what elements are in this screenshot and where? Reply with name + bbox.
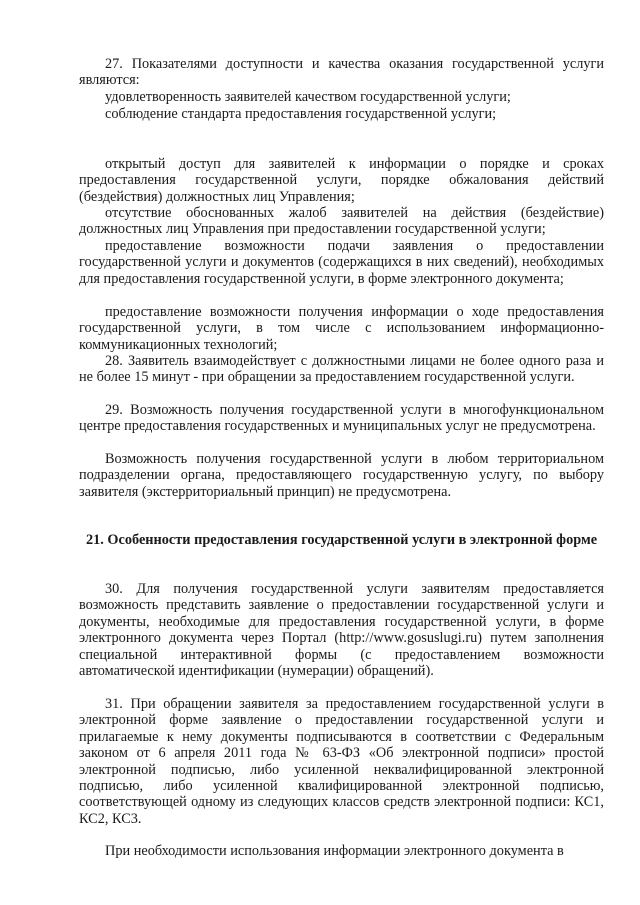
paragraph-progress-info: предоставление возможности получения информации о ходе предоставления государственной услуги, в том числе с использованием информационно-коммуникационных технологий; (79, 304, 604, 353)
paragraph-open-access: открытый доступ для заявителей к информации о порядке и сроках предоставления государственной услуги, порядке обжалования действий (бездействия) должностных лиц Управления; (79, 156, 604, 205)
paragraph-satisfaction: удовлетворенность заявителей качеством государственной услуги; (105, 89, 511, 105)
paragraph-31: 31. При обращении заявителя за предоставлением государственной услуги в электронной форме заявление о предоставлении государственной услуги и прилагаемые к нему документы подписываются в соответствии с Федеральным законом от 6 апреля 2011 года № 63-ФЗ «Об электронной подписи» простой электронной подписью, либо усиленной неквалифицированной электронной подписью, либо усиленной квалифицированной электронной подписью, соответствующей одному из следующих классов средств электронной подписи: КС1, КС2, КС3. (79, 696, 604, 827)
paragraph-extraterritorial: Возможность получения государственной услуги в любом территориальном подразделении органа, предоставляющего государственную услугу, по выбору заявителя (экстерриториальный принцип) не предусмотрена. (79, 451, 604, 500)
paragraph-28: 28. Заявитель взаимодействует с должностными лицами не более одного раза и не более 15 минут - при обращении за предоставлением государственной услуги. (79, 353, 604, 386)
paragraph-electronic-submission: предоставление возможности подачи заявления о предоставлении государственной услуги и документов (содержащихся в них сведений), необходимых для предоставления государственной услуги, в форме электронного документа; (79, 238, 604, 287)
paragraph-standard: соблюдение стандарта предоставления государственной услуги; (105, 106, 497, 122)
paragraph-30: 30. Для получения государственной услуги заявителям предоставляется возможность представить заявление о предоставлении государственной услуги и документы, необходимые для предоставления государственной услуги, в форме электронного документа через Портал (http://www.gosuslugi.ru) путем заполнения специальной интерактивной формы (с предоставлением возможности автоматической идентификации (нумерации) обращений). (79, 581, 604, 680)
section-heading: 21. Особенности предоставления государственной услуги в электронной форме (85, 532, 598, 548)
paragraph-29: 29. Возможность получения государственной услуги в многофункциональном центре предоставления государственных и муниципальных услуг не предусмотрена. (79, 402, 604, 435)
paragraph-no-complaints: отсутствие обоснованных жалоб заявителей на действия (бездействие) должностных лиц Управления при предоставлении государственной услуги; (79, 205, 604, 238)
paragraph-electronic-document: При необходимости использования информации электронного документа в (105, 843, 564, 859)
paragraph-27: 27. Показателями доступности и качества оказания государственной услуги являются: (79, 56, 604, 89)
